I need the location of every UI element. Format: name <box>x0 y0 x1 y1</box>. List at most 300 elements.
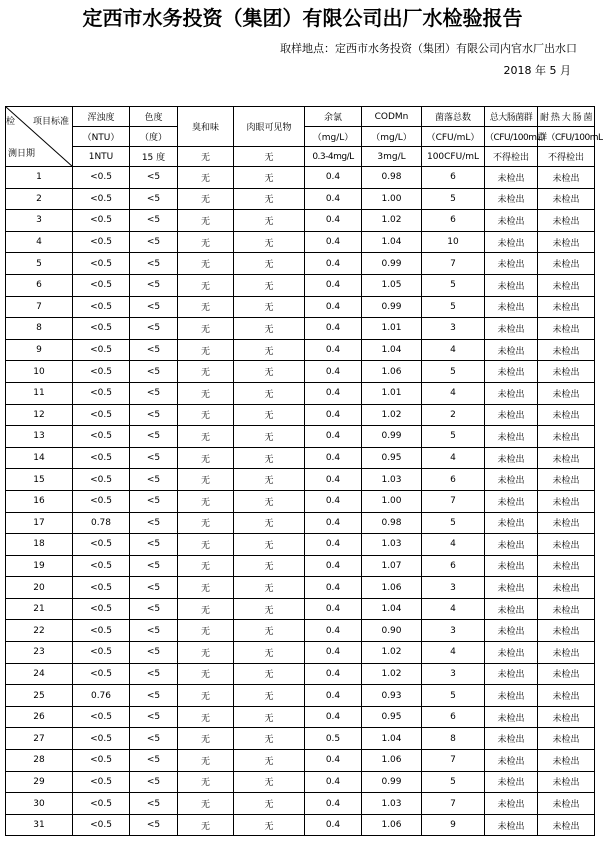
value-cell: 1.06 <box>362 577 422 599</box>
value-cell: 3 <box>422 663 485 685</box>
value-cell: 无 <box>178 663 234 685</box>
value-cell: 未检出 <box>538 490 595 512</box>
table-row <box>6 447 595 469</box>
value-cell: 无 <box>234 274 305 296</box>
day-cell: 13 <box>6 426 73 448</box>
day-cell: 31 <box>6 814 73 836</box>
value-cell: 无 <box>234 339 305 361</box>
value-cell: 未检出 <box>538 728 595 750</box>
value-cell: 0.76 <box>73 685 130 707</box>
value-cell: <0.5 <box>73 793 130 815</box>
value-cell: <0.5 <box>73 577 130 599</box>
value-cell: <5 <box>130 231 178 253</box>
value-cell: <0.5 <box>73 642 130 664</box>
value-cell: 未检出 <box>538 274 595 296</box>
value-cell: <0.5 <box>73 598 130 620</box>
value-cell: 0.93 <box>362 685 422 707</box>
value-cell: 未检出 <box>485 318 538 340</box>
value-cell: <5 <box>130 706 178 728</box>
day-cell: 15 <box>6 469 73 491</box>
value-cell: 0.4 <box>305 339 362 361</box>
value-cell: 5 <box>422 274 485 296</box>
value-cell: 无 <box>234 642 305 664</box>
value-cell: 无 <box>234 685 305 707</box>
table-row <box>6 253 595 275</box>
value-cell: 未检出 <box>485 167 538 189</box>
value-cell: <5 <box>130 339 178 361</box>
day-cell: 21 <box>6 598 73 620</box>
value-cell: 无 <box>234 577 305 599</box>
value-cell: 未检出 <box>485 685 538 707</box>
value-cell: 无 <box>234 382 305 404</box>
day-cell: 22 <box>6 620 73 642</box>
value-cell: 0.4 <box>305 793 362 815</box>
value-cell: 未检出 <box>485 447 538 469</box>
value-cell: 3 <box>422 577 485 599</box>
table-row <box>6 188 595 210</box>
value-cell: 未检出 <box>485 771 538 793</box>
value-cell: 5 <box>422 426 485 448</box>
value-cell: 1.04 <box>362 339 422 361</box>
value-cell: <5 <box>130 361 178 383</box>
column-header-name: 菌落总数 <box>422 107 485 127</box>
value-cell: 无 <box>178 382 234 404</box>
value-cell: <5 <box>130 469 178 491</box>
table-row <box>6 620 595 642</box>
sampling-location: 取样地点：定西市水务投资（集团）有限公司内官水厂出水口 <box>280 42 577 55</box>
value-cell: 4 <box>422 339 485 361</box>
value-cell: 无 <box>234 167 305 189</box>
value-cell: 4 <box>422 598 485 620</box>
value-cell: <0.5 <box>73 771 130 793</box>
day-cell: 14 <box>6 447 73 469</box>
column-header-name: 浑浊度 <box>73 107 130 127</box>
value-cell: 0.4 <box>305 598 362 620</box>
day-cell: 4 <box>6 231 73 253</box>
value-cell: 无 <box>234 231 305 253</box>
value-cell: 无 <box>178 728 234 750</box>
header-row-name <box>6 107 595 127</box>
value-cell: 无 <box>178 706 234 728</box>
value-cell: 6 <box>422 469 485 491</box>
column-standard: 100CFU/mL <box>422 147 485 167</box>
day-cell: 1 <box>6 167 73 189</box>
value-cell: 未检出 <box>538 296 595 318</box>
value-cell: 未检出 <box>485 188 538 210</box>
value-cell: <5 <box>130 793 178 815</box>
value-cell: 0.4 <box>305 274 362 296</box>
value-cell: <0.5 <box>73 318 130 340</box>
day-cell: 29 <box>6 771 73 793</box>
value-cell: 无 <box>234 210 305 232</box>
value-cell: 无 <box>234 663 305 685</box>
value-cell: <5 <box>130 382 178 404</box>
table-row <box>6 728 595 750</box>
value-cell: 未检出 <box>538 685 595 707</box>
value-cell: <5 <box>130 210 178 232</box>
value-cell: <5 <box>130 750 178 772</box>
value-cell: <0.5 <box>73 382 130 404</box>
value-cell: 未检出 <box>538 361 595 383</box>
value-cell: 无 <box>234 534 305 556</box>
value-cell: 未检出 <box>485 598 538 620</box>
value-cell: 未检出 <box>485 231 538 253</box>
day-cell: 2 <box>6 188 73 210</box>
value-cell: 无 <box>178 361 234 383</box>
day-cell: 27 <box>6 728 73 750</box>
table-row <box>6 685 595 707</box>
value-cell: 未检出 <box>538 447 595 469</box>
table-row <box>6 296 595 318</box>
value-cell: 6 <box>422 555 485 577</box>
value-cell: 未检出 <box>485 339 538 361</box>
value-cell: <5 <box>130 426 178 448</box>
value-cell: 无 <box>178 534 234 556</box>
value-cell: 1.06 <box>362 750 422 772</box>
value-cell: <0.5 <box>73 447 130 469</box>
value-cell: <5 <box>130 274 178 296</box>
column-header-name: 色度 <box>130 107 178 127</box>
column-header-unit: （CFU/mL） <box>422 127 485 147</box>
value-cell: 6 <box>422 210 485 232</box>
value-cell: <0.5 <box>73 426 130 448</box>
value-cell: 3 <box>422 620 485 642</box>
value-cell: 未检出 <box>538 642 595 664</box>
value-cell: 0.4 <box>305 447 362 469</box>
value-cell: 无 <box>178 750 234 772</box>
report-date: 2018 年 5 月 <box>503 64 571 77</box>
value-cell: 无 <box>234 620 305 642</box>
value-cell: 无 <box>234 447 305 469</box>
table-row <box>6 771 595 793</box>
value-cell: 0.4 <box>305 426 362 448</box>
value-cell: <5 <box>130 490 178 512</box>
value-cell: 5 <box>422 188 485 210</box>
value-cell: 0.4 <box>305 231 362 253</box>
value-cell: 未检出 <box>538 339 595 361</box>
value-cell: 无 <box>178 253 234 275</box>
value-cell: 8 <box>422 728 485 750</box>
value-cell: 无 <box>178 642 234 664</box>
value-cell: 1.00 <box>362 490 422 512</box>
table-row <box>6 577 595 599</box>
value-cell: 未检出 <box>485 814 538 836</box>
value-cell: 1.04 <box>362 598 422 620</box>
column-standard: 0.3-4mg/L <box>305 147 362 167</box>
value-cell: <0.5 <box>73 728 130 750</box>
value-cell: 未检出 <box>485 490 538 512</box>
value-cell: <5 <box>130 620 178 642</box>
value-cell: 2 <box>422 404 485 426</box>
value-cell: 未检出 <box>538 167 595 189</box>
value-cell: 1.03 <box>362 793 422 815</box>
value-cell: 未检出 <box>538 793 595 815</box>
column-header-unit: 群（CFU/100mL <box>538 127 595 147</box>
column-standard: 1NTU <box>73 147 130 167</box>
value-cell: 0.4 <box>305 512 362 534</box>
value-cell: 1.05 <box>362 274 422 296</box>
value-cell: 1.04 <box>362 728 422 750</box>
value-cell: 未检出 <box>485 728 538 750</box>
value-cell: 未检出 <box>485 404 538 426</box>
value-cell: 无 <box>234 469 305 491</box>
table-row <box>6 361 595 383</box>
value-cell: 未检出 <box>538 771 595 793</box>
table-row <box>6 231 595 253</box>
value-cell: 0.4 <box>305 188 362 210</box>
value-cell: 0.4 <box>305 318 362 340</box>
value-cell: 未检出 <box>538 382 595 404</box>
table-row <box>6 750 595 772</box>
value-cell: 未检出 <box>485 382 538 404</box>
table-row <box>6 167 595 189</box>
value-cell: 0.4 <box>305 534 362 556</box>
table-row <box>6 210 595 232</box>
table-row <box>6 339 595 361</box>
value-cell: 无 <box>234 296 305 318</box>
value-cell: 0.78 <box>73 512 130 534</box>
value-cell: <0.5 <box>73 469 130 491</box>
day-cell: 20 <box>6 577 73 599</box>
value-cell: 0.4 <box>305 620 362 642</box>
value-cell: 1.02 <box>362 210 422 232</box>
value-cell: <5 <box>130 598 178 620</box>
value-cell: 未检出 <box>485 706 538 728</box>
value-cell: 无 <box>234 771 305 793</box>
header-row-standard <box>6 147 595 167</box>
value-cell: 未检出 <box>538 404 595 426</box>
value-cell: <0.5 <box>73 663 130 685</box>
value-cell: <0.5 <box>73 231 130 253</box>
value-cell: 0.4 <box>305 490 362 512</box>
value-cell: 7 <box>422 750 485 772</box>
value-cell: 0.4 <box>305 382 362 404</box>
value-cell: 未检出 <box>485 274 538 296</box>
value-cell: 无 <box>234 598 305 620</box>
value-cell: 无 <box>234 793 305 815</box>
table-row <box>6 469 595 491</box>
value-cell: 未检出 <box>485 793 538 815</box>
value-cell: 7 <box>422 253 485 275</box>
value-cell: 5 <box>422 771 485 793</box>
value-cell: 10 <box>422 231 485 253</box>
value-cell: <0.5 <box>73 620 130 642</box>
value-cell: 5 <box>422 685 485 707</box>
value-cell: 无 <box>234 318 305 340</box>
value-cell: 1.02 <box>362 404 422 426</box>
value-cell: 4 <box>422 642 485 664</box>
value-cell: <5 <box>130 685 178 707</box>
day-cell: 26 <box>6 706 73 728</box>
value-cell: 未检出 <box>538 253 595 275</box>
value-cell: <5 <box>130 253 178 275</box>
value-cell: <0.5 <box>73 167 130 189</box>
value-cell: 无 <box>234 188 305 210</box>
table-row <box>6 512 595 534</box>
table-row <box>6 555 595 577</box>
day-cell: 18 <box>6 534 73 556</box>
day-cell: 17 <box>6 512 73 534</box>
day-cell: 3 <box>6 210 73 232</box>
value-cell: 无 <box>178 793 234 815</box>
value-cell: 无 <box>178 167 234 189</box>
value-cell: <5 <box>130 642 178 664</box>
table-body <box>6 107 603 836</box>
column-standard: 15 度 <box>130 147 178 167</box>
table-row <box>6 642 595 664</box>
value-cell: 3 <box>422 318 485 340</box>
table-row <box>6 318 595 340</box>
day-cell: 16 <box>6 490 73 512</box>
day-cell: 11 <box>6 382 73 404</box>
value-cell: 未检出 <box>538 577 595 599</box>
value-cell: 无 <box>178 555 234 577</box>
day-cell: 9 <box>6 339 73 361</box>
value-cell: 6 <box>422 167 485 189</box>
day-cell: 8 <box>6 318 73 340</box>
value-cell: 未检出 <box>538 512 595 534</box>
value-cell: 未检出 <box>485 253 538 275</box>
value-cell: 1.06 <box>362 361 422 383</box>
value-cell: 1.03 <box>362 469 422 491</box>
day-cell: 6 <box>6 274 73 296</box>
value-cell: 无 <box>178 490 234 512</box>
value-cell: 未检出 <box>538 663 595 685</box>
value-cell: 无 <box>178 447 234 469</box>
value-cell: 4 <box>422 534 485 556</box>
value-cell: 未检出 <box>485 642 538 664</box>
table-row <box>6 534 595 556</box>
column-header-unit: （mg/L） <box>305 127 362 147</box>
value-cell: 1.03 <box>362 534 422 556</box>
day-cell: 5 <box>6 253 73 275</box>
value-cell: 未检出 <box>538 469 595 491</box>
value-cell: 0.4 <box>305 642 362 664</box>
value-cell: 未检出 <box>485 296 538 318</box>
column-header-name: 肉眼可见物 <box>234 107 305 147</box>
value-cell: <5 <box>130 577 178 599</box>
value-cell: 无 <box>234 426 305 448</box>
column-standard: 3mg/L <box>362 147 422 167</box>
value-cell: 无 <box>234 490 305 512</box>
value-cell: <5 <box>130 534 178 556</box>
value-cell: 无 <box>178 188 234 210</box>
value-cell: 6 <box>422 706 485 728</box>
value-cell: 4 <box>422 447 485 469</box>
value-cell: <0.5 <box>73 490 130 512</box>
value-cell: 未检出 <box>538 555 595 577</box>
value-cell: <0.5 <box>73 188 130 210</box>
value-cell: 未检出 <box>485 663 538 685</box>
value-cell: 0.4 <box>305 814 362 836</box>
table-row <box>6 814 595 836</box>
value-cell: 1.06 <box>362 814 422 836</box>
value-cell: 0.4 <box>305 210 362 232</box>
value-cell: 未检出 <box>485 577 538 599</box>
value-cell: 未检出 <box>538 814 595 836</box>
value-cell: 0.4 <box>305 167 362 189</box>
value-cell: 未检出 <box>485 426 538 448</box>
value-cell: 4 <box>422 382 485 404</box>
value-cell: 1.02 <box>362 663 422 685</box>
value-cell: 1.07 <box>362 555 422 577</box>
value-cell: 未检出 <box>538 534 595 556</box>
table-row <box>6 490 595 512</box>
day-cell: 10 <box>6 361 73 383</box>
value-cell: 1.00 <box>362 188 422 210</box>
table-row <box>6 706 595 728</box>
column-header-name: CODMn <box>362 107 422 127</box>
value-cell: 0.95 <box>362 706 422 728</box>
value-cell: 0.5 <box>305 728 362 750</box>
value-cell: 未检出 <box>538 598 595 620</box>
value-cell: 无 <box>178 577 234 599</box>
value-cell: 未检出 <box>538 620 595 642</box>
value-cell: 无 <box>234 512 305 534</box>
value-cell: 7 <box>422 793 485 815</box>
value-cell: 无 <box>178 512 234 534</box>
corner-label-bottom: 测日期 <box>8 149 36 159</box>
value-cell: 9 <box>422 814 485 836</box>
value-cell: 1.01 <box>362 382 422 404</box>
value-cell: <0.5 <box>73 404 130 426</box>
inspection-table <box>5 106 603 836</box>
value-cell: 0.99 <box>362 771 422 793</box>
value-cell: <5 <box>130 512 178 534</box>
value-cell: <5 <box>130 318 178 340</box>
column-standard: 无 <box>234 147 305 167</box>
value-cell: 未检出 <box>485 620 538 642</box>
value-cell: 5 <box>422 512 485 534</box>
value-cell: 无 <box>178 318 234 340</box>
value-cell: 无 <box>234 814 305 836</box>
value-cell: <0.5 <box>73 814 130 836</box>
value-cell: 5 <box>422 296 485 318</box>
value-cell: 0.4 <box>305 296 362 318</box>
value-cell: 无 <box>178 296 234 318</box>
value-cell: 未检出 <box>485 555 538 577</box>
value-cell: 无 <box>178 426 234 448</box>
value-cell: <0.5 <box>73 339 130 361</box>
value-cell: 1.04 <box>362 231 422 253</box>
value-cell: 无 <box>178 814 234 836</box>
day-cell: 30 <box>6 793 73 815</box>
value-cell: 未检出 <box>485 512 538 534</box>
value-cell: 无 <box>234 728 305 750</box>
value-cell: <0.5 <box>73 253 130 275</box>
value-cell: 0.4 <box>305 361 362 383</box>
day-cell: 25 <box>6 685 73 707</box>
value-cell: 未检出 <box>538 426 595 448</box>
day-cell: 7 <box>6 296 73 318</box>
corner-header-cell <box>6 107 73 167</box>
day-cell: 28 <box>6 750 73 772</box>
value-cell: <5 <box>130 447 178 469</box>
value-cell: 0.4 <box>305 404 362 426</box>
column-header-name: 余氯 <box>305 107 362 127</box>
day-cell: 12 <box>6 404 73 426</box>
value-cell: 无 <box>178 339 234 361</box>
value-cell: 无 <box>178 771 234 793</box>
value-cell: 未检出 <box>538 188 595 210</box>
value-cell: 0.98 <box>362 167 422 189</box>
column-header-name: 耐 热 大 肠 菌 <box>538 107 595 127</box>
column-header-name: 总大肠菌群 <box>485 107 538 127</box>
table-row <box>6 598 595 620</box>
column-header-unit: （NTU） <box>73 127 130 147</box>
value-cell: 0.98 <box>362 512 422 534</box>
column-header-unit: （mg/L） <box>362 127 422 147</box>
